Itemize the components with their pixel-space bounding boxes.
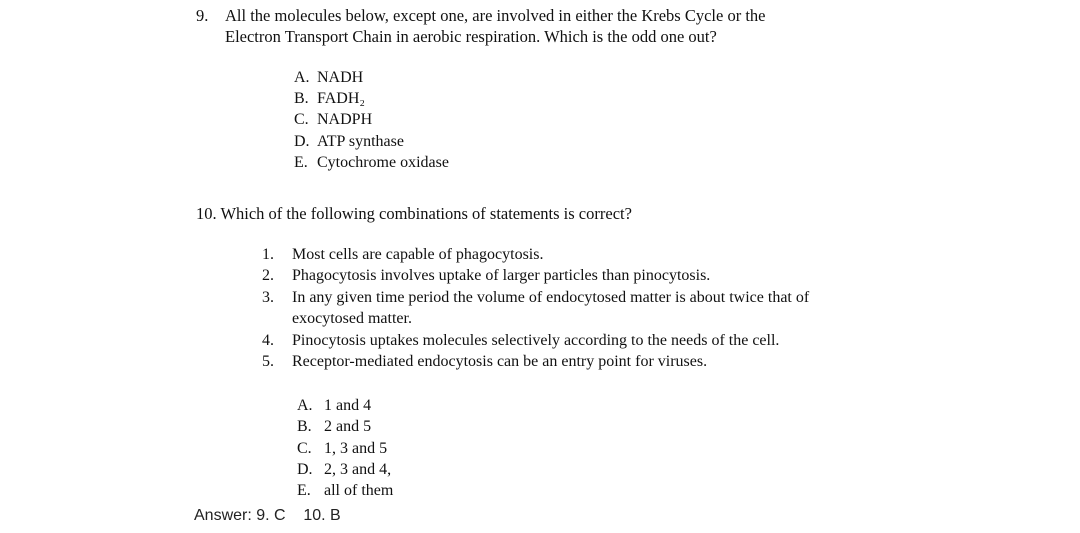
q10-statement-1 [262, 244, 543, 265]
statement-number: 3. [262, 289, 274, 306]
q10-option-e [297, 480, 393, 501]
q9-option-b [294, 88, 365, 109]
option-letter: C. [297, 440, 312, 457]
q9-text-line1: All the molecules below, except one, are involved in either the Krebs Cycle or the [225, 6, 766, 25]
statement-number: 1. [262, 246, 274, 263]
q10-option-d [297, 459, 391, 480]
statement-text: Phagocytosis involves uptake of larger particles than pinocytosis. [292, 267, 711, 284]
q10-option-c [297, 438, 387, 459]
option-text: FADH₂ [317, 90, 365, 107]
option-text: NADPH [317, 111, 373, 128]
q9-option-e [294, 152, 449, 173]
q10-statement-3-continued: exocytosed matter. [292, 310, 412, 327]
q10-statement-3 [262, 287, 809, 308]
q10-statement-4 [262, 330, 779, 351]
statement-text: In any given time period the volume of endocytosed matter is about twice that of [292, 289, 810, 306]
option-letter: C. [294, 111, 309, 128]
option-text: 1, 3 and 5 [324, 440, 388, 457]
option-text: 2, 3 and 4, [324, 461, 392, 478]
statement-number: 5. [262, 353, 274, 370]
option-letter: A. [294, 69, 310, 86]
option-text: ATP synthase [317, 133, 404, 150]
option-text: all of them [324, 482, 394, 499]
q9-option-c [294, 109, 372, 130]
statement-number: 4. [262, 332, 274, 349]
option-text: 2 and 5 [324, 418, 372, 435]
q9-text-line2: Electron Transport Chain in aerobic respiration. Which is the odd one out? [225, 27, 717, 46]
q10-option-a [297, 395, 371, 416]
q10-statement-5 [262, 351, 707, 372]
option-letter: D. [297, 461, 313, 478]
q9-line1 [196, 5, 766, 26]
statement-text: Most cells are capable of phagocytosis. [292, 246, 544, 263]
option-text: Cytochrome oxidase [317, 154, 449, 171]
statement-text: Pinocytosis uptakes molecules selectively according to the needs of the cell. [292, 332, 780, 349]
option-letter: B. [294, 90, 309, 107]
answer-line: Answer: 9. C 10. B [194, 507, 341, 524]
option-letter: A. [297, 397, 313, 414]
q10-option-b [297, 416, 371, 437]
option-letter: D. [294, 133, 310, 150]
option-letter: B. [297, 418, 312, 435]
statement-text: Receptor-mediated endocytosis can be an entry point for viruses. [292, 353, 708, 370]
q10-statement-2 [262, 265, 710, 286]
option-text: NADH [317, 69, 364, 86]
option-letter: E. [294, 154, 308, 171]
statement-number: 2. [262, 267, 274, 284]
q9-option-a [294, 67, 363, 88]
option-text: 1 and 4 [324, 397, 372, 414]
q9-number: 9. [196, 6, 209, 25]
option-letter: E. [297, 482, 311, 499]
q10-question: 10. Which of the following combinations of statements is correct? [196, 204, 632, 223]
q9-option-d [294, 131, 404, 152]
